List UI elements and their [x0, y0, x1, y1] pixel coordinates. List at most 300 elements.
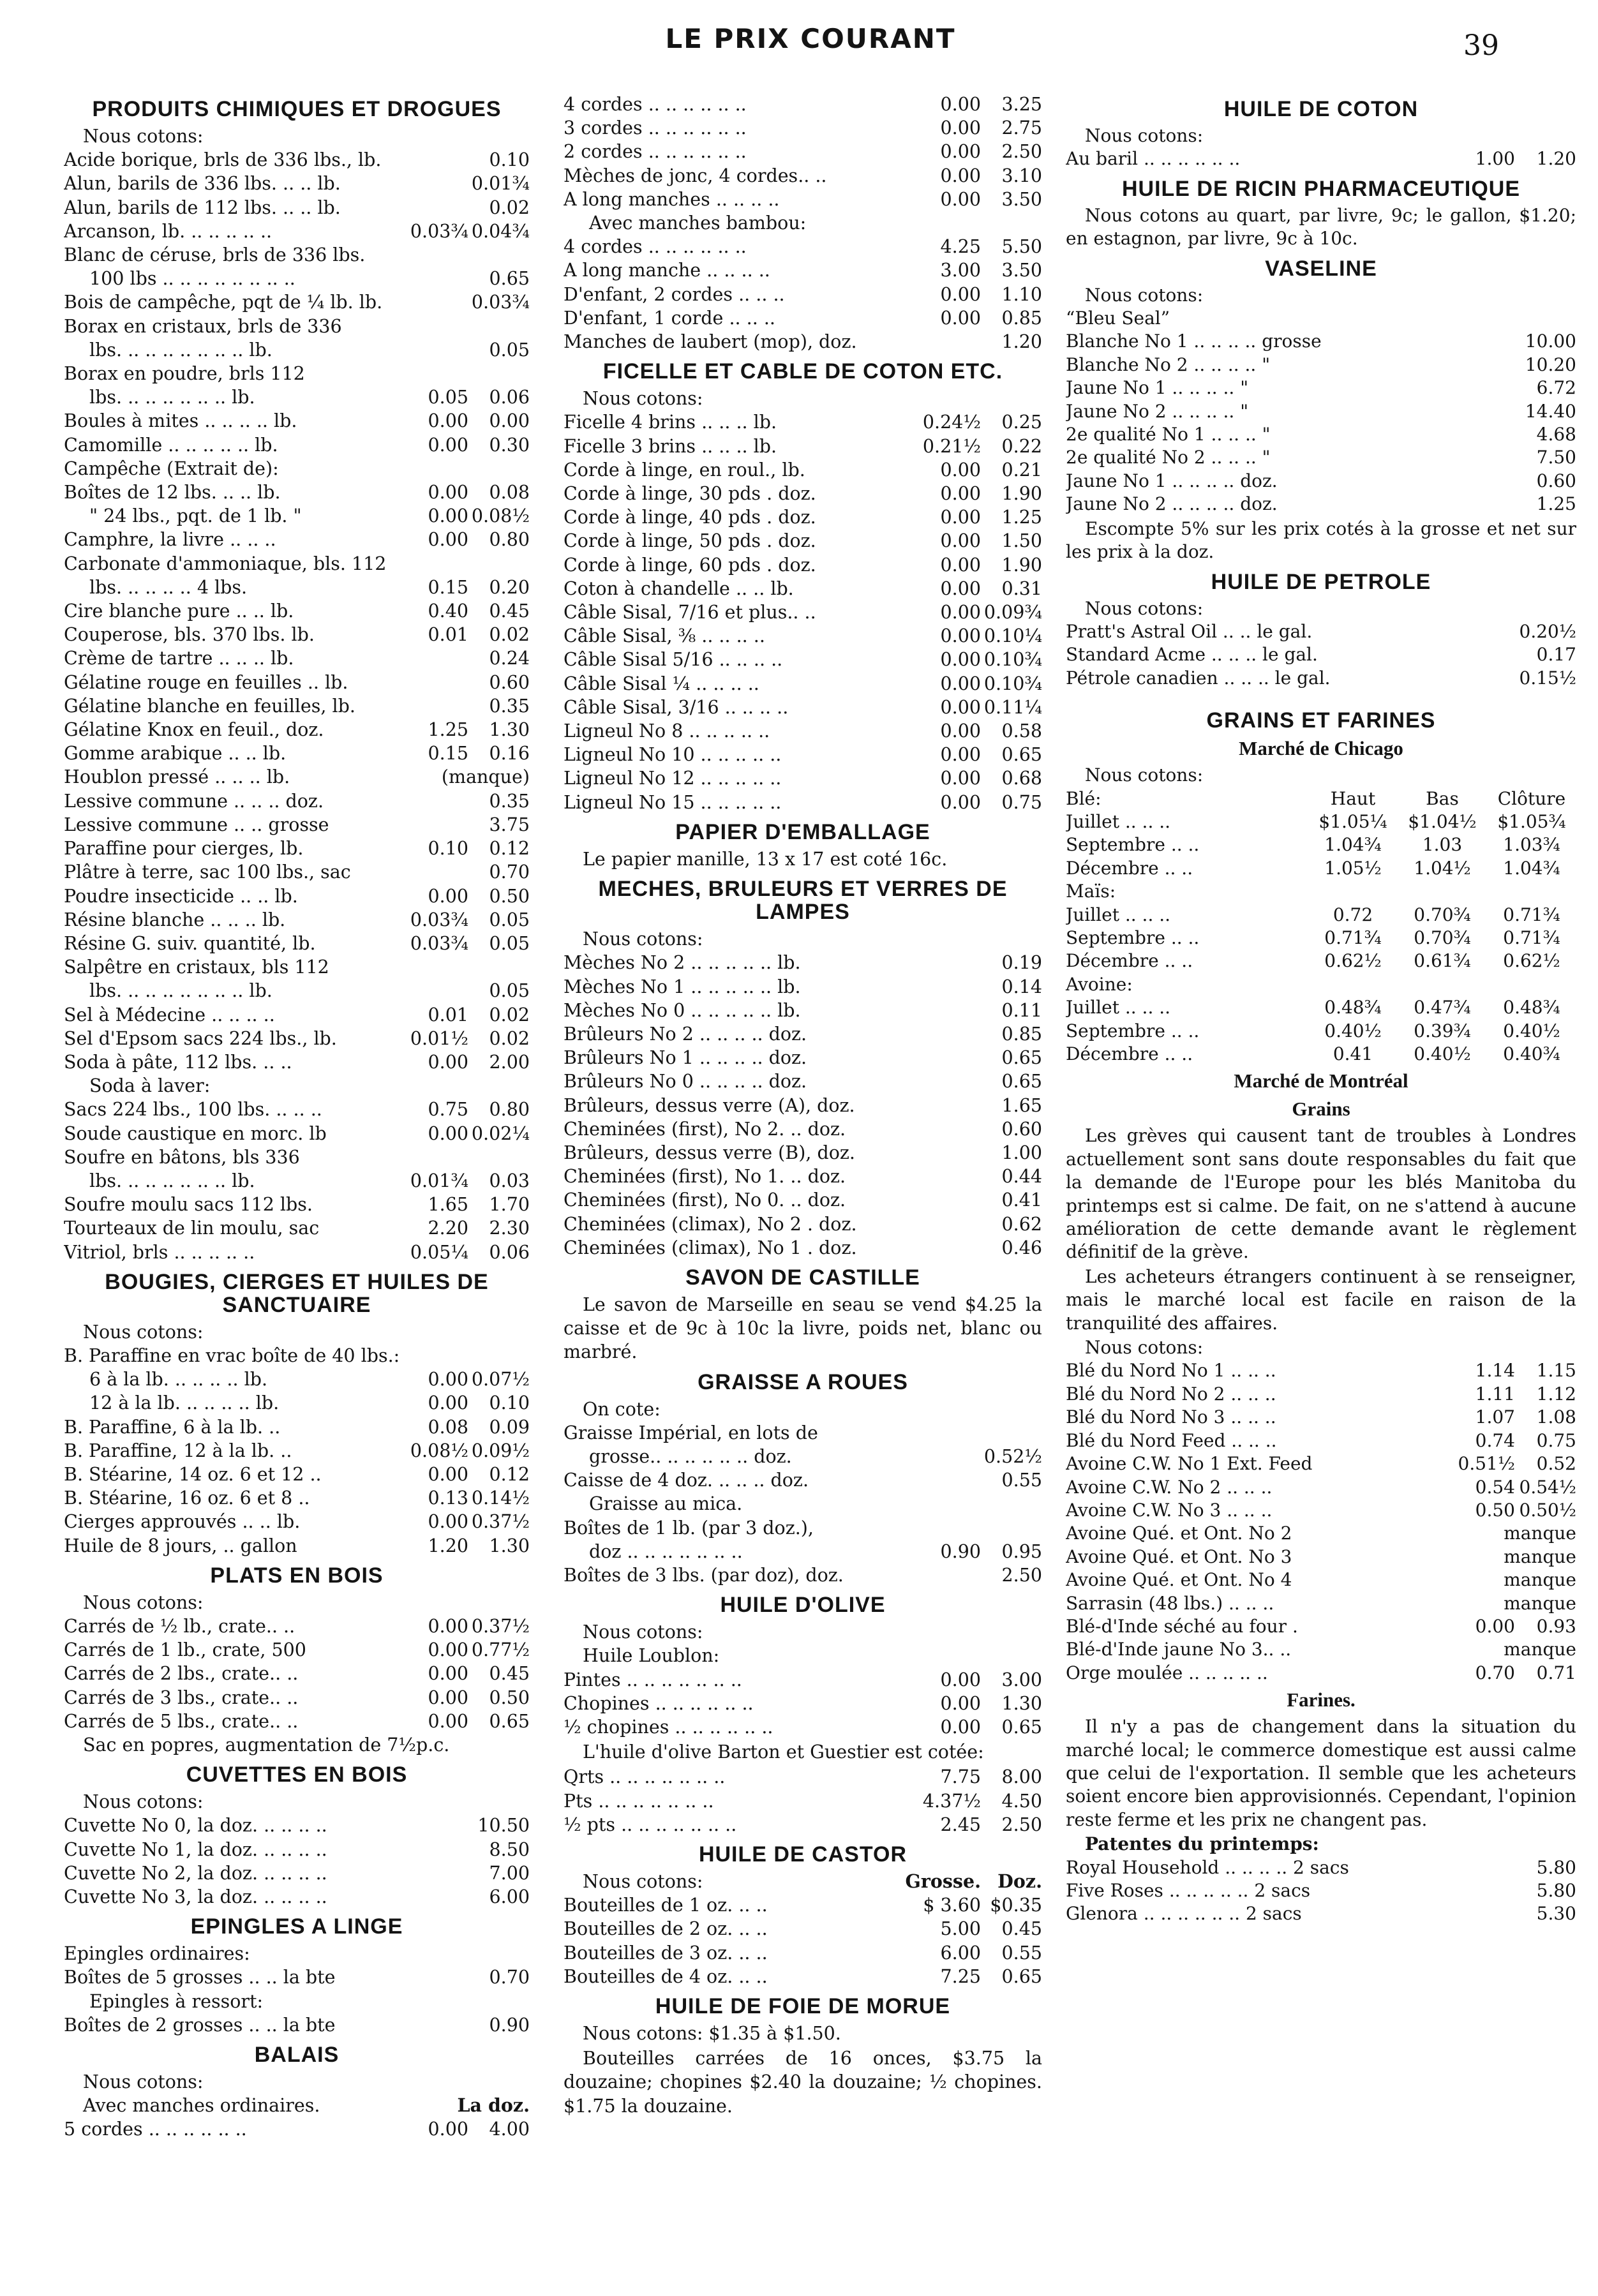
grain-row	[1066, 1020, 1576, 1043]
item-label: Jaune No 2 .. .. .. .. "	[1066, 400, 1249, 422]
grain-price: 1.04¾	[1324, 834, 1382, 856]
price-high: 0.14	[1001, 976, 1042, 997]
grain-row	[1066, 904, 1576, 927]
price-row	[64, 433, 530, 457]
price-row	[64, 813, 530, 837]
price-row	[64, 2117, 530, 2141]
item-label: Pts .. .. .. .. .. .. ..	[564, 1790, 714, 1812]
price-row	[564, 1492, 1042, 1516]
item-label: Coton à chandelle .. .. lb.	[564, 578, 794, 599]
section-intro: Nous cotons:	[1085, 597, 1204, 619]
price-high: 0.37½	[471, 1511, 530, 1533]
item-label: A long manche .. .. .. ..	[564, 260, 770, 281]
price-row	[564, 600, 1042, 624]
price-high: 0.03	[489, 1170, 530, 1191]
price-low: 0.24½	[922, 412, 981, 433]
price-high: manque	[1504, 1546, 1576, 1567]
price-row	[564, 164, 1042, 188]
price-low: 0.00	[428, 1615, 468, 1637]
item-label: lbs. .. .. .. .. .. .. lb.	[89, 1170, 255, 1191]
price-row	[1066, 1879, 1576, 1902]
item-label: Jaune No 1 .. .. .. .. "	[1066, 377, 1249, 399]
item-label: Alun, barils de 112 lbs. .. .. lb.	[64, 197, 341, 218]
item-label: Câble Sisal 5/16 .. .. .. ..	[564, 649, 783, 671]
price-low: 0.00	[428, 1463, 468, 1485]
price-row	[564, 1563, 1042, 1587]
item-label: Soufre en bâtons, bls 336	[64, 1146, 300, 1168]
price-high: 0.07½	[471, 1369, 530, 1390]
item-label: Blé-d'Inde jaune No 3.. ..	[1066, 1639, 1292, 1660]
item-label: Sel à Médecine .. .. .. ..	[64, 1004, 275, 1025]
price-high: 0.11	[1001, 999, 1042, 1021]
section-bougies	[64, 1271, 530, 1558]
price-row	[64, 1169, 530, 1193]
price-high: 0.50	[489, 885, 530, 907]
price-low: 0.00	[428, 1122, 468, 1144]
item-label: Blé du Nord No 1 .. .. ..	[1066, 1360, 1276, 1382]
price-high: 1.00	[1001, 1142, 1042, 1163]
price-row	[564, 435, 1042, 458]
item-label: lbs. .. .. .. .. .. .. .. lb.	[89, 339, 273, 361]
price-list	[64, 2117, 530, 2141]
price-row	[1066, 1476, 1576, 1499]
item-label: 6 à la lb. .. .. .. .. lb.	[89, 1369, 268, 1390]
price-row	[64, 1391, 530, 1415]
item-label: Arcanson, lb. .. .. .. .. ..	[64, 220, 273, 242]
patentes-title: Patentes du printemps:	[1085, 1833, 1319, 1855]
price-low: 0.00	[940, 283, 981, 305]
price-high: 0.85	[1001, 1023, 1042, 1045]
price-row	[564, 1421, 1042, 1445]
month-label: Décembre .. ..	[1066, 1043, 1193, 1064]
price-row	[64, 884, 530, 908]
item-label: Boîtes de 2 grosses .. .. la bte	[64, 2014, 336, 2036]
price-high: manque	[1504, 1592, 1576, 1614]
price-high: 1.90	[1001, 483, 1042, 505]
price-row	[564, 975, 1042, 999]
price-high: 0.77½	[471, 1639, 530, 1661]
item-label: Câble Sisal, 7/16 et plus.. ..	[564, 602, 816, 623]
grain-name: Blé:	[1066, 787, 1101, 809]
price-high: 0.65	[489, 1710, 530, 1732]
item-label: Cire blanche pure .. .. lb.	[64, 600, 294, 622]
item-label: doz .. .. .. .. .. .. ..	[589, 1540, 743, 1562]
section-heading: SAVON DE CASTILLE	[685, 1265, 920, 1290]
section-intro: Nous cotons:	[583, 1871, 703, 1892]
section-note: Escompte 5% sur les prix cotés à la grosse et net sur les prix à la doz.	[1066, 518, 1576, 563]
item-label: Boules à mites .. .. .. .. lb.	[64, 410, 297, 432]
price-high: 0.02	[489, 197, 530, 218]
price-low: 0.00	[1475, 1615, 1515, 1637]
item-label: Cheminées (climax), No 1 . doz.	[564, 1237, 857, 1258]
price-high: 0.22	[1001, 435, 1042, 457]
price-low: 4.25	[940, 236, 981, 258]
item-label: ½ chopines .. .. .. .. .. ..	[564, 1716, 773, 1738]
price-row	[564, 1022, 1042, 1046]
price-row	[564, 553, 1042, 577]
price-list	[1066, 330, 1576, 516]
price-high: 0.44	[1001, 1166, 1042, 1188]
price-row	[1066, 147, 1576, 170]
price-row	[1066, 1452, 1576, 1475]
price-row	[64, 1193, 530, 1216]
price-row	[1066, 470, 1576, 493]
item-label: Cheminées (first), No 1. .. doz.	[564, 1166, 846, 1188]
price-high: 1.25	[1001, 507, 1042, 528]
price-low: 1.11	[1475, 1383, 1515, 1405]
item-label: Boîtes de 1 lb. (par 3 doz.),	[564, 1517, 814, 1539]
grain-row	[1066, 950, 1576, 973]
price-row	[64, 172, 530, 195]
grain-row	[1066, 1043, 1576, 1066]
item-label: Jaune No 1 .. .. .. .. doz.	[1066, 470, 1278, 491]
price-high: 0.80	[489, 1099, 530, 1121]
column-subheader	[564, 1870, 1042, 1893]
price-low: 0.00	[428, 434, 468, 456]
item-label: Soufre moulu sacs 112 lbs.	[64, 1194, 313, 1216]
price-low: 0.15	[428, 743, 468, 764]
price-row	[564, 1715, 1042, 1739]
item-label: Soda à laver:	[89, 1075, 211, 1097]
grain-price: 0.39¾	[1414, 1020, 1471, 1041]
price-high: 4.00	[489, 2119, 530, 2140]
price-row	[64, 1050, 530, 1074]
month-label: Décembre .. ..	[1066, 857, 1193, 879]
price-high: 0.09½	[471, 1440, 530, 1461]
section-heading: VASELINE	[1265, 256, 1377, 281]
item-label: 100 lbs .. .. .. .. .. .. .. ..	[89, 268, 295, 290]
price-high: 0.68	[1001, 768, 1042, 789]
price-low: 0.00	[940, 696, 981, 718]
price-row	[64, 1614, 530, 1638]
item-label: Carrés de 2 lbs., crate.. ..	[64, 1663, 299, 1685]
price-row	[64, 1638, 530, 1662]
section-savon	[564, 1266, 1042, 1364]
price-row	[564, 791, 1042, 814]
price-low: $ 3.60	[923, 1895, 981, 1916]
item-label: Blanche No 2 .. .. .. .. "	[1066, 354, 1271, 375]
price-high: 0.45	[489, 600, 530, 622]
price-high: 0.14½	[471, 1487, 530, 1509]
price-high: 1.10	[1001, 283, 1042, 305]
price-high: 0.25	[1001, 412, 1042, 433]
price-row	[564, 116, 1042, 140]
item-label: 2e qualité No 1 .. .. .. "	[1066, 424, 1271, 445]
price-high: 0.09	[489, 1416, 530, 1438]
item-label: Cierges approuvés .. .. lb.	[64, 1511, 301, 1533]
item-label: Chopines .. .. .. .. .. ..	[564, 1692, 754, 1714]
price-high: 0.00	[489, 410, 530, 432]
price-row	[564, 211, 1042, 235]
month-label: Juillet .. .. ..	[1066, 810, 1171, 832]
section-heading: GRAISSE A ROUES	[698, 1369, 908, 1394]
price-row	[1066, 493, 1576, 516]
price-row	[64, 1710, 530, 1733]
price-row	[564, 505, 1042, 529]
price-row	[64, 646, 530, 670]
price-low: 0.00	[428, 1663, 468, 1685]
section-text: Le papier manille, 13 x 17 est coté 16c.	[583, 848, 948, 870]
price-high: 0.62	[1001, 1213, 1042, 1235]
price-low: 0.00	[428, 1710, 468, 1732]
price-row	[64, 837, 530, 860]
price-row	[1066, 400, 1576, 423]
price-row	[64, 148, 530, 172]
price-high: 1.30	[1001, 1692, 1042, 1714]
price-high: 0.35	[489, 790, 530, 812]
item-label: Houblon pressé .. .. .. lb.	[64, 766, 290, 788]
price-high: 0.12	[489, 1463, 530, 1485]
price-high: 3.00	[1001, 1669, 1042, 1690]
item-label: Brûleurs, dessus verre (A), doz.	[564, 1094, 855, 1116]
item-label: 4 cordes .. .. .. .. .. ..	[564, 94, 747, 115]
price-row	[64, 1241, 530, 1264]
section-heading: PLATS EN BOIS	[210, 1563, 384, 1588]
price-row	[64, 599, 530, 623]
price-list	[564, 410, 1042, 814]
item-label: Epingles ordinaires:	[64, 1943, 250, 1965]
item-label: Camomille .. .. .. .. .. lb.	[64, 434, 278, 456]
section-balais-suite	[564, 93, 1042, 354]
column-header: Haut	[1330, 787, 1376, 809]
price-high: 0.05	[489, 909, 530, 930]
price-row	[564, 999, 1042, 1022]
price-high: 0.45	[1001, 1918, 1042, 1940]
section-intro: Nous cotons:	[1085, 125, 1204, 146]
price-low: 7.75	[940, 1766, 981, 1788]
section-heading: HUILE DE PETROLE	[1211, 569, 1431, 594]
section-heading: HUILE DE RICIN PHARMACEUTIQUE	[1121, 176, 1521, 201]
price-low: 0.50	[1475, 1499, 1515, 1521]
item-label: D'enfant, 1 corde .. .. ..	[564, 307, 775, 329]
price-low: 0.00	[940, 625, 981, 647]
price-high: 0.10¾	[983, 649, 1042, 671]
price-low: 0.74	[1475, 1429, 1515, 1451]
price-row	[64, 196, 530, 220]
price-low: 0.00	[940, 720, 981, 742]
item-label: Gélatine blanche en feuilles, lb.	[64, 695, 355, 717]
price-row	[564, 1046, 1042, 1070]
price-low: 0.08	[428, 1416, 468, 1438]
section-huile-coton	[1066, 98, 1576, 171]
price-row	[564, 1094, 1042, 1117]
price-low: 0.08½	[410, 1440, 468, 1461]
price-low: 1.07	[1475, 1406, 1515, 1428]
item-label: Ligneul No 8 .. .. .. .. ..	[564, 720, 770, 742]
price-row	[564, 1765, 1042, 1789]
price-row	[64, 1463, 530, 1486]
month-label: Juillet .. .. ..	[1066, 904, 1171, 925]
price-high: 7.50	[1536, 447, 1576, 468]
price-high: 0.90	[489, 2014, 530, 2036]
price-low: 0.00	[940, 507, 981, 528]
price-low: 6.00	[940, 1942, 981, 1964]
price-high: manque	[1504, 1639, 1576, 1660]
price-low: 0.10	[428, 838, 468, 860]
price-low: 0.00	[940, 165, 981, 186]
page-title: LE PRIX COURANT	[665, 23, 956, 54]
price-row	[64, 860, 530, 884]
item-label: B. Paraffine, 6 à la lb. ..	[64, 1416, 281, 1438]
price-high: 0.02¼	[471, 1122, 530, 1144]
price-row	[64, 932, 530, 955]
price-high: 5.80	[1536, 1856, 1576, 1878]
price-row	[64, 1003, 530, 1027]
price-low: 0.03¾	[410, 932, 468, 954]
price-row	[1066, 1615, 1576, 1638]
price-high: 0.71	[1536, 1662, 1576, 1683]
grain-price: 0.71¾	[1503, 927, 1560, 948]
price-low: 0.00	[940, 307, 981, 329]
item-label: B. Paraffine, 12 à la lb. ..	[64, 1440, 292, 1461]
month-label: Décembre .. ..	[1066, 950, 1193, 972]
grain-price: 0.70¾	[1414, 904, 1471, 925]
section-produits-chimiques	[64, 98, 530, 1264]
item-label: Huile de 8 jours, .. gallon	[64, 1535, 297, 1556]
price-high: 0.65	[1001, 1965, 1042, 1987]
section-grains-farines	[1066, 709, 1576, 1926]
price-row	[1066, 354, 1576, 376]
price-low: 0.00	[940, 1716, 981, 1738]
price-row	[564, 719, 1042, 743]
price-row	[64, 243, 530, 267]
item-label: Cuvette No 2, la doz. .. .. .. ..	[64, 1862, 327, 1884]
price-high: 1.30	[489, 719, 530, 741]
price-row	[1066, 1592, 1576, 1615]
section-heading: CUVETTES EN BOIS	[186, 1763, 408, 1787]
price-high: 0.65	[1001, 744, 1042, 766]
item-label: D'enfant, 2 cordes .. .. ..	[564, 283, 785, 305]
section-intro: Nous cotons:	[83, 1321, 204, 1343]
item-label: Mèches No 1 .. .. .. .. .. lb.	[564, 976, 801, 997]
section-huile-morue	[564, 1995, 1042, 2118]
price-high: 7.00	[489, 1862, 530, 1884]
grain-price: 1.04½	[1414, 857, 1471, 879]
price-high: 2.50	[1001, 1814, 1042, 1835]
price-high: 8.50	[489, 1838, 530, 1860]
price-high: 0.50½	[1519, 1499, 1576, 1521]
price-high: 0.70	[489, 1967, 530, 1988]
price-high: 0.35	[489, 695, 530, 717]
price-row	[564, 140, 1042, 163]
price-row	[1066, 1429, 1576, 1452]
item-label: Acide borique, brls de 336 lbs., lb.	[64, 149, 382, 171]
section-epingles	[64, 1915, 530, 2037]
grain-price: 0.70¾	[1414, 927, 1471, 948]
item-label: Blé du Nord No 2 .. .. ..	[1066, 1383, 1276, 1405]
price-high: 0.37½	[471, 1615, 530, 1637]
price-row	[564, 410, 1042, 434]
grain-row	[1066, 927, 1576, 950]
grain-price: 0.61¾	[1414, 950, 1471, 972]
item-label: Carbonate d'ammoniaque, bls. 112	[64, 553, 387, 574]
grain-group-header	[1066, 880, 1576, 903]
price-high: 0.80	[489, 529, 530, 551]
item-label: Ligneul No 10 .. .. .. .. ..	[564, 744, 782, 766]
price-high: 0.52	[1536, 1453, 1576, 1475]
item-label: Lessive commune .. .. .. doz.	[64, 790, 324, 812]
price-low: 1.65	[428, 1194, 468, 1216]
section-subintro: “Bleu Seal”	[1066, 308, 1170, 329]
grain-price: 1.04¾	[1503, 857, 1560, 879]
item-label: Résine G. suiv. quantité, lb.	[64, 932, 316, 954]
price-row	[564, 1540, 1042, 1563]
price-high: 0.06	[489, 1241, 530, 1263]
price-row	[64, 315, 530, 338]
grain-price: 0.72	[1333, 904, 1373, 925]
grain-price: 0.41	[1333, 1043, 1373, 1064]
subheader-label: Avec manches ordinaires.	[83, 2095, 320, 2117]
market-paragraph: Il n'y a pas de changement dans la situation du marché local; le commerce domestique est aussi calme que celui de l'exportation. Il semble que les acheteurs soient encore bien approvisionnés. Cependant, l'opinion reste ferme et les prix ne changent pas.	[1066, 1716, 1576, 1830]
item-label: Royal Household .. .. .. .. 2 sacs	[1066, 1856, 1349, 1878]
price-row	[1066, 330, 1576, 353]
price-high: 0.02	[489, 624, 530, 646]
price-high: 0.05	[489, 339, 530, 361]
item-label: Boîtes de 3 lbs. (par doz), doz.	[564, 1564, 844, 1586]
item-label: Carrés de ½ lb., crate.. ..	[64, 1615, 295, 1637]
price-high: 1.15	[1536, 1360, 1576, 1382]
price-high: 0.10	[489, 1392, 530, 1414]
price-low: 0.00	[428, 529, 468, 551]
price-row	[1066, 376, 1576, 399]
price-low: 0.00	[940, 554, 981, 576]
item-label: Sacs 224 lbs., 100 lbs. .. .. ..	[64, 1099, 322, 1121]
price-row	[564, 1813, 1042, 1837]
section-heading: HUILE DE COTON	[1223, 97, 1419, 121]
item-label: Cuvette No 0, la doz. .. .. .. ..	[64, 1815, 327, 1837]
item-label: Ligneul No 12 .. .. .. .. ..	[564, 768, 782, 789]
price-row	[564, 188, 1042, 211]
item-label: Avoine Qué. et Ont. No 2	[1066, 1523, 1292, 1544]
price-low: 0.00	[428, 1392, 468, 1414]
section-intro: Nous cotons:	[1085, 284, 1204, 306]
section-plats-en-bois	[64, 1564, 530, 1757]
price-high: 3.25	[1001, 94, 1042, 115]
section-intro: Nous cotons:	[83, 1592, 204, 1613]
price-high: 1.20	[1536, 148, 1576, 170]
item-label: Borax en cristaux, brls de 336	[64, 315, 342, 337]
item-label: Ligneul No 15 .. .. .. .. ..	[564, 791, 782, 813]
price-row	[1066, 1406, 1576, 1429]
price-high: 1.25	[1536, 493, 1576, 515]
price-high: 0.04¾	[471, 220, 530, 242]
price-low: 0.00	[940, 602, 981, 623]
price-row	[564, 1468, 1042, 1492]
grain-price: 0.40½	[1324, 1020, 1382, 1041]
section-intro: Nous cotons:	[1085, 1337, 1204, 1359]
price-high: 0.65	[1001, 1071, 1042, 1092]
item-label: Jaune No 2 .. .. .. .. doz.	[1066, 493, 1278, 515]
price-high: 2.00	[489, 1051, 530, 1073]
price-high: 0.02	[489, 1027, 530, 1049]
price-high: 2.75	[1001, 117, 1042, 139]
item-label: Carrés de 1 lb., crate, 500	[64, 1639, 306, 1661]
item-label: 2 cordes .. .. .. .. .. ..	[564, 141, 747, 163]
price-high: 0.01¾	[471, 173, 530, 195]
price-high: 1.50	[1001, 530, 1042, 552]
section-text: L'huile d'olive Barton et Guestier est cotée:	[583, 1741, 984, 1763]
price-low: 0.00	[428, 885, 468, 907]
price-low: 0.90	[940, 1540, 981, 1562]
price-row	[64, 504, 530, 528]
price-row	[1066, 1569, 1576, 1592]
item-label: Câble Sisal, ⅜ .. .. .. ..	[564, 625, 765, 647]
price-low: 0.00	[428, 1369, 468, 1390]
column-subheader	[64, 2094, 530, 2117]
price-row	[64, 1122, 530, 1145]
price-low: 0.21½	[922, 435, 981, 457]
price-row	[1066, 1902, 1576, 1925]
